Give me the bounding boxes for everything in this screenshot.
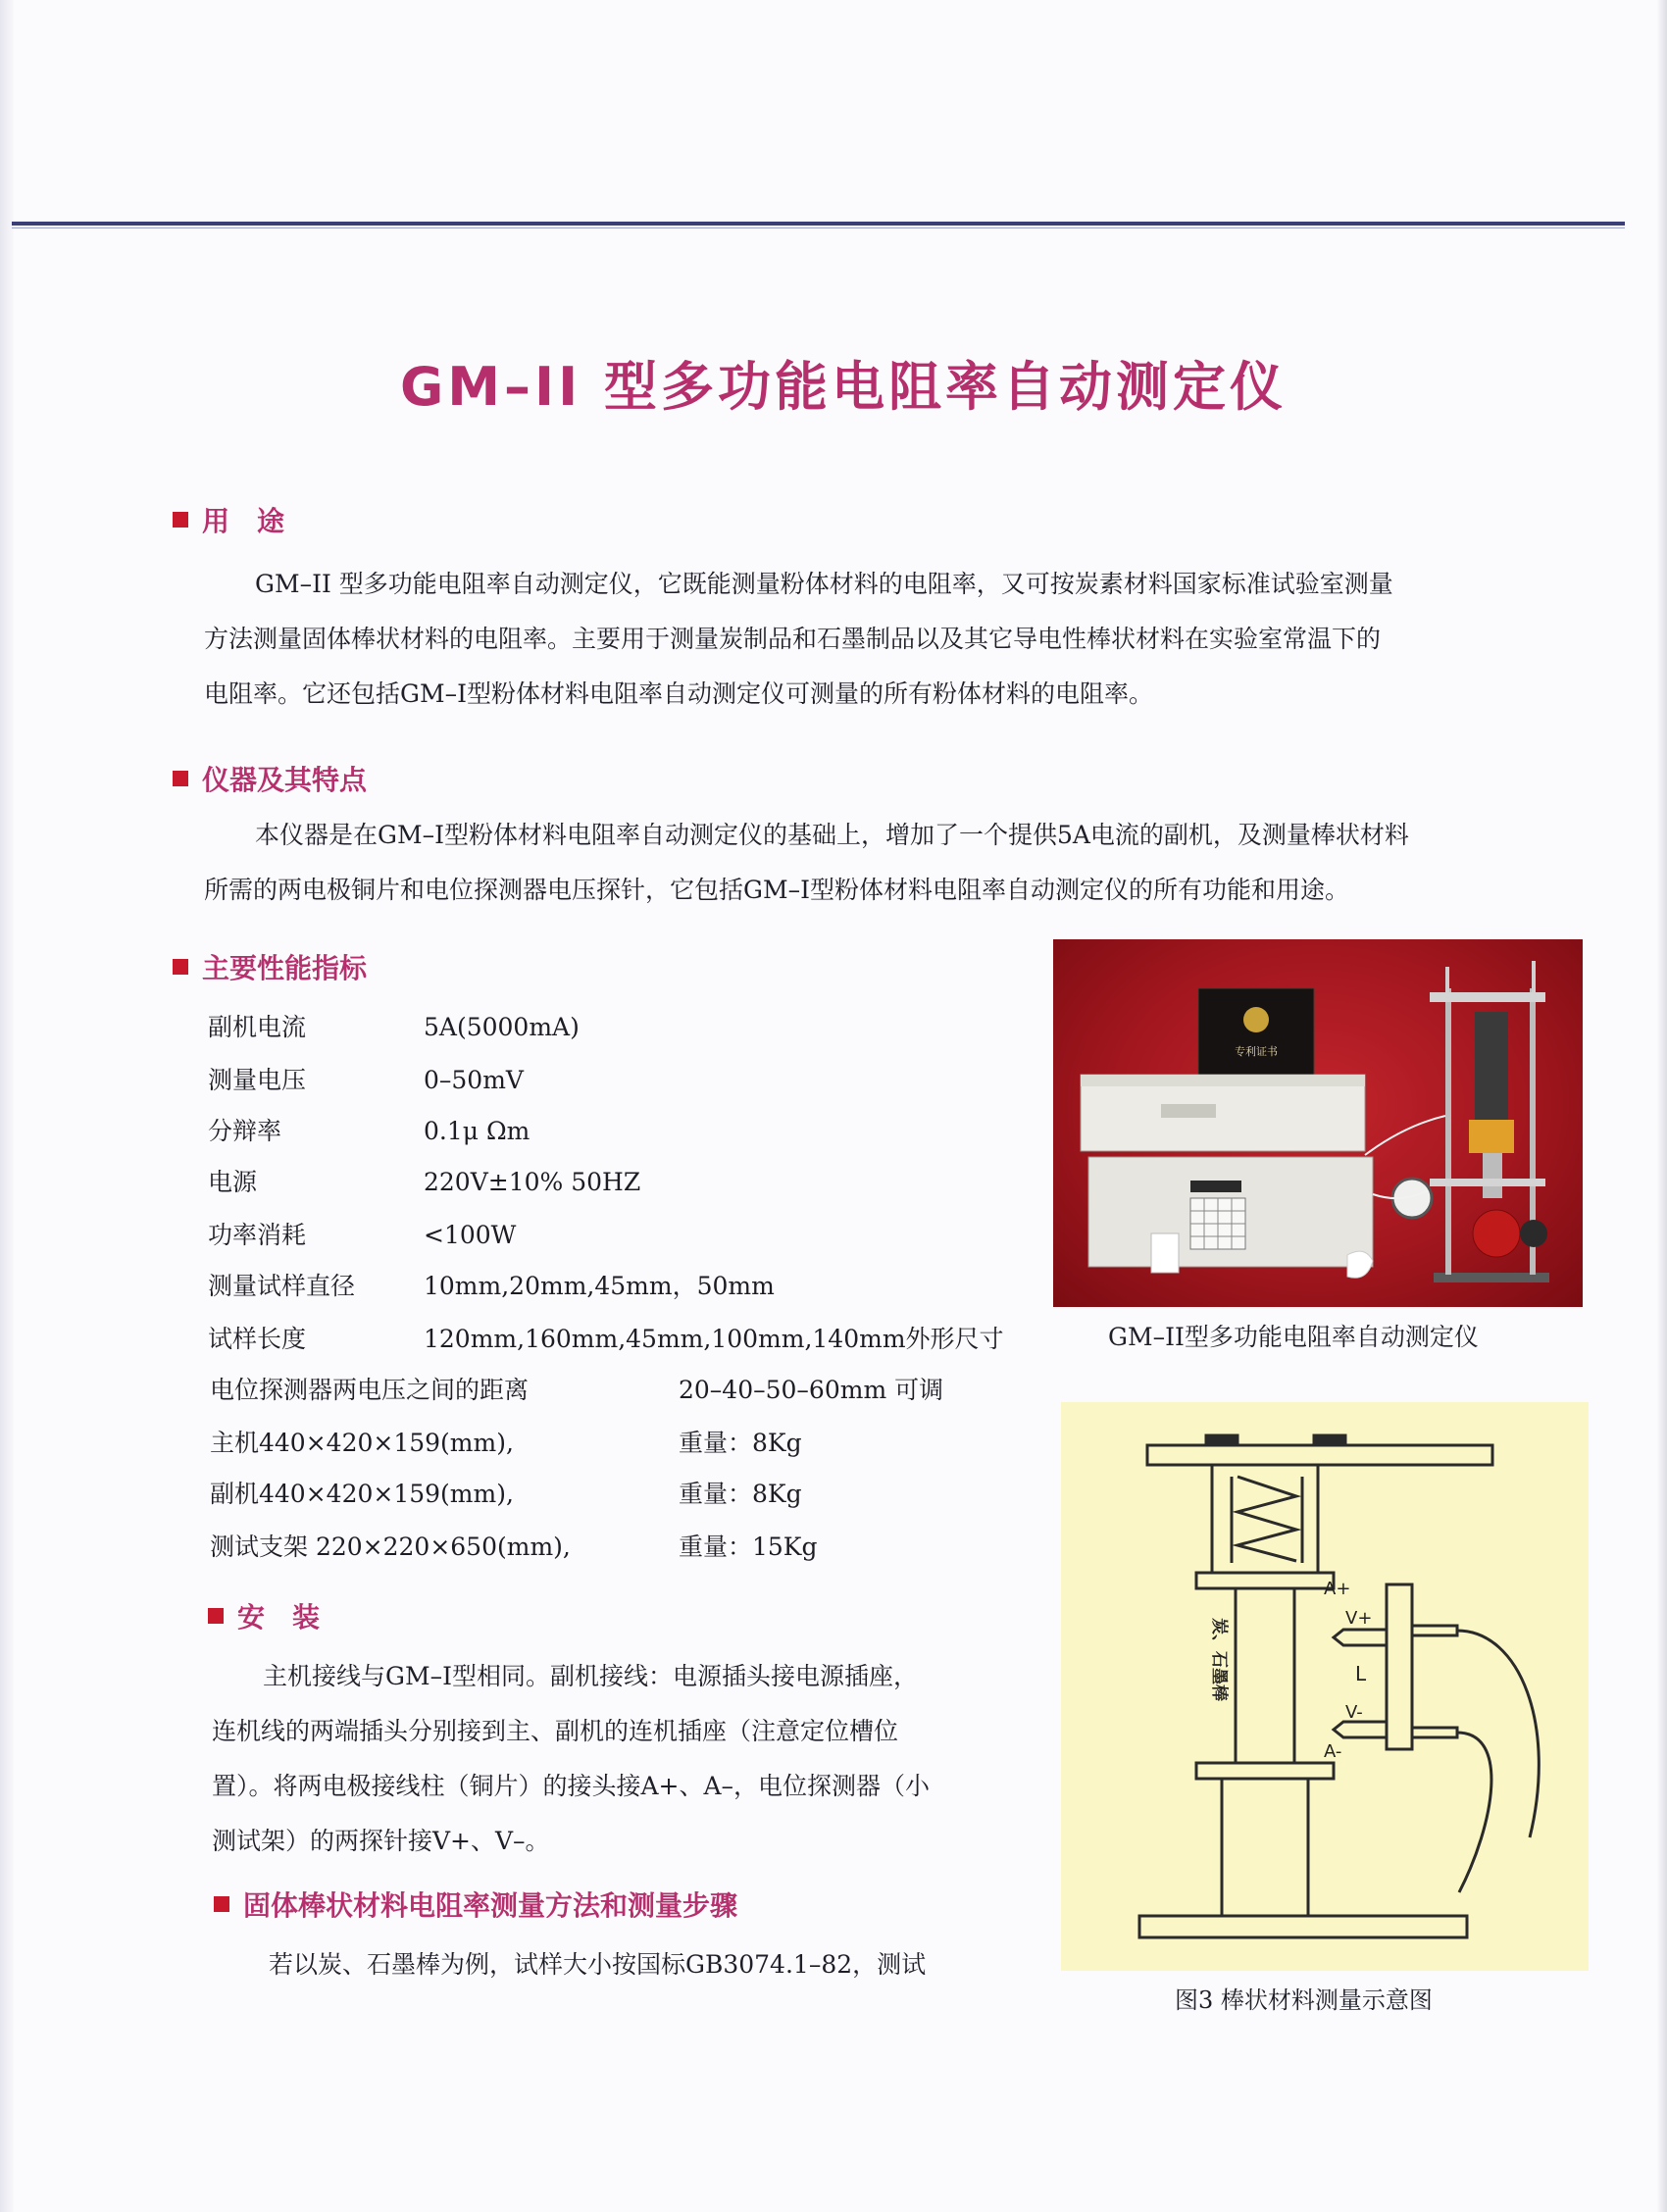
features-paragraph <box>204 808 1589 918</box>
square-bullet-icon <box>208 1608 224 1624</box>
square-bullet-icon <box>214 1896 229 1912</box>
spec-label: 副机电流 <box>208 1013 307 1041</box>
certificate-text: 专利证书 <box>1235 1045 1278 1058</box>
test-stand-icon <box>1392 961 1549 1282</box>
square-bullet-icon <box>173 771 188 786</box>
text-line: 测试架）的两探针接V+、V–。 <box>212 1827 550 1855</box>
text-line: 所需的两电极铜片和电位探测器电压探针，它包括GM–I型粉体材料电阻率自动测定仪的所有功能和用途。 <box>204 876 1349 904</box>
keypad-icon <box>1190 1198 1245 1249</box>
spec-value: 0–50mV <box>424 1066 524 1094</box>
text-line: 置）。将两电极接线柱（铜片）的接头接A+、A–，电位探测器（小 <box>212 1772 931 1800</box>
section-title: 主要性能指标 <box>202 952 368 984</box>
dimension-row <box>210 1528 818 1567</box>
spec-label: 电源 <box>208 1168 258 1196</box>
purpose-paragraph <box>204 557 1589 722</box>
spec-value: 10mm,20mm,45mm，50mm <box>424 1272 775 1300</box>
header-rule <box>12 222 1625 226</box>
text-line: 本仪器是在GM–I型粉体材料电阻率自动测定仪的基础上，增加了一个提供5A电流的副机，及测量棒状材料 <box>255 821 1409 849</box>
section-heading-specs <box>173 947 367 986</box>
dimension-row <box>210 1475 802 1514</box>
dimension-label: 测试支架 220×220×650(mm), <box>210 1533 571 1561</box>
a-plus-label: A+ <box>1324 1579 1351 1599</box>
spec-label: 试样长度 <box>208 1325 307 1353</box>
text-line: 电阻率。它还包括GM–I型粉体材料电阻率自动测定仪可测量的所有粉体材料的电阻率。 <box>204 679 1153 708</box>
spec-value: 0.1μ Ωm <box>424 1117 530 1145</box>
spec-label: 分辩率 <box>208 1117 282 1145</box>
rod-diagram-illustration <box>1061 1402 1589 1971</box>
text-line: 若以炭、石墨棒为例，试样大小按国标GB3074.1–82，测试 <box>269 1950 927 1979</box>
spec-label: 测量电压 <box>208 1066 307 1094</box>
text-line: 方法测量固体棒状材料的电阻率。主要用于测量炭制品和石墨制品以及其它导电性棒状材料在实验室常温下的 <box>204 625 1382 653</box>
method-paragraph <box>218 1937 1022 1992</box>
page-right-edge <box>1657 0 1667 2212</box>
dimension-value: 20–40–50–60mm 可调 <box>679 1376 944 1404</box>
section-title: 固体棒状材料电阻率测量方法和测量步骤 <box>243 1889 738 1922</box>
page-left-edge <box>0 0 14 2212</box>
section-title: 仪器及其特点 <box>202 764 368 796</box>
square-bullet-icon <box>173 512 188 528</box>
dimension-value: 重量：8Kg <box>679 1429 802 1457</box>
section-title: 用 途 <box>202 505 285 537</box>
measurement-diagram <box>1061 1402 1589 1971</box>
dimension-value: 重量：15Kg <box>679 1533 818 1561</box>
page-title: GM–II 型多功能电阻率自动测定仪 <box>399 356 1288 418</box>
text-line: GM–II 型多功能电阻率自动测定仪，它既能测量粉体材料的电阻率，又可按炭素材料国家标准试验室测量 <box>255 570 1393 598</box>
text-line: 主机接线与GM–I型相同。副机接线：电源插头接电源插座， <box>263 1662 918 1690</box>
install-paragraph <box>212 1649 1016 1869</box>
section-heading-method <box>214 1885 737 1924</box>
dimension-label: 主机440×420×159(mm), <box>210 1429 514 1457</box>
v-plus-label: V+ <box>1345 1608 1373 1629</box>
spec-label: 测量试样直径 <box>208 1272 356 1300</box>
instrument-illustration <box>1053 939 1583 1307</box>
spec-label: 功率消耗 <box>208 1221 307 1249</box>
spec-value: 5A(5000mA) <box>424 1013 580 1041</box>
v-minus-label: V- <box>1345 1702 1363 1723</box>
text-line: 连机线的两端插头分别接到主、副机的连机插座（注意定位槽位 <box>212 1717 899 1745</box>
section-heading-features <box>173 759 367 798</box>
diagram-caption: 图3 棒状材料测量示意图 <box>1175 1986 1433 2014</box>
dimension-label: 副机440×420×159(mm), <box>210 1480 514 1508</box>
length-label: L <box>1355 1662 1367 1685</box>
dimension-label: 电位探测器两电压之间的距离 <box>210 1376 530 1404</box>
section-heading-purpose <box>173 500 284 539</box>
square-bullet-icon <box>173 959 188 975</box>
dimension-value: 重量：8Kg <box>679 1480 802 1508</box>
section-heading-install <box>208 1596 320 1635</box>
header-rule-thin <box>12 227 1625 228</box>
dimension-row <box>210 1371 944 1410</box>
certificate-icon <box>1198 988 1314 1075</box>
spec-value: 220V±10% 50HZ <box>424 1168 641 1196</box>
dimension-row <box>210 1424 802 1463</box>
photo-caption: GM–II型多功能电阻率自动测定仪 <box>1108 1323 1479 1351</box>
spec-value: <100W <box>424 1221 517 1249</box>
spec-value: 120mm,160mm,45mm,100mm,140mm外形尺寸 <box>424 1325 1004 1353</box>
section-title: 安 装 <box>237 1601 321 1634</box>
rod-label: 炭、石墨棒 <box>1209 1618 1229 1701</box>
a-minus-label: A- <box>1324 1741 1342 1762</box>
product-photo <box>1053 939 1583 1307</box>
